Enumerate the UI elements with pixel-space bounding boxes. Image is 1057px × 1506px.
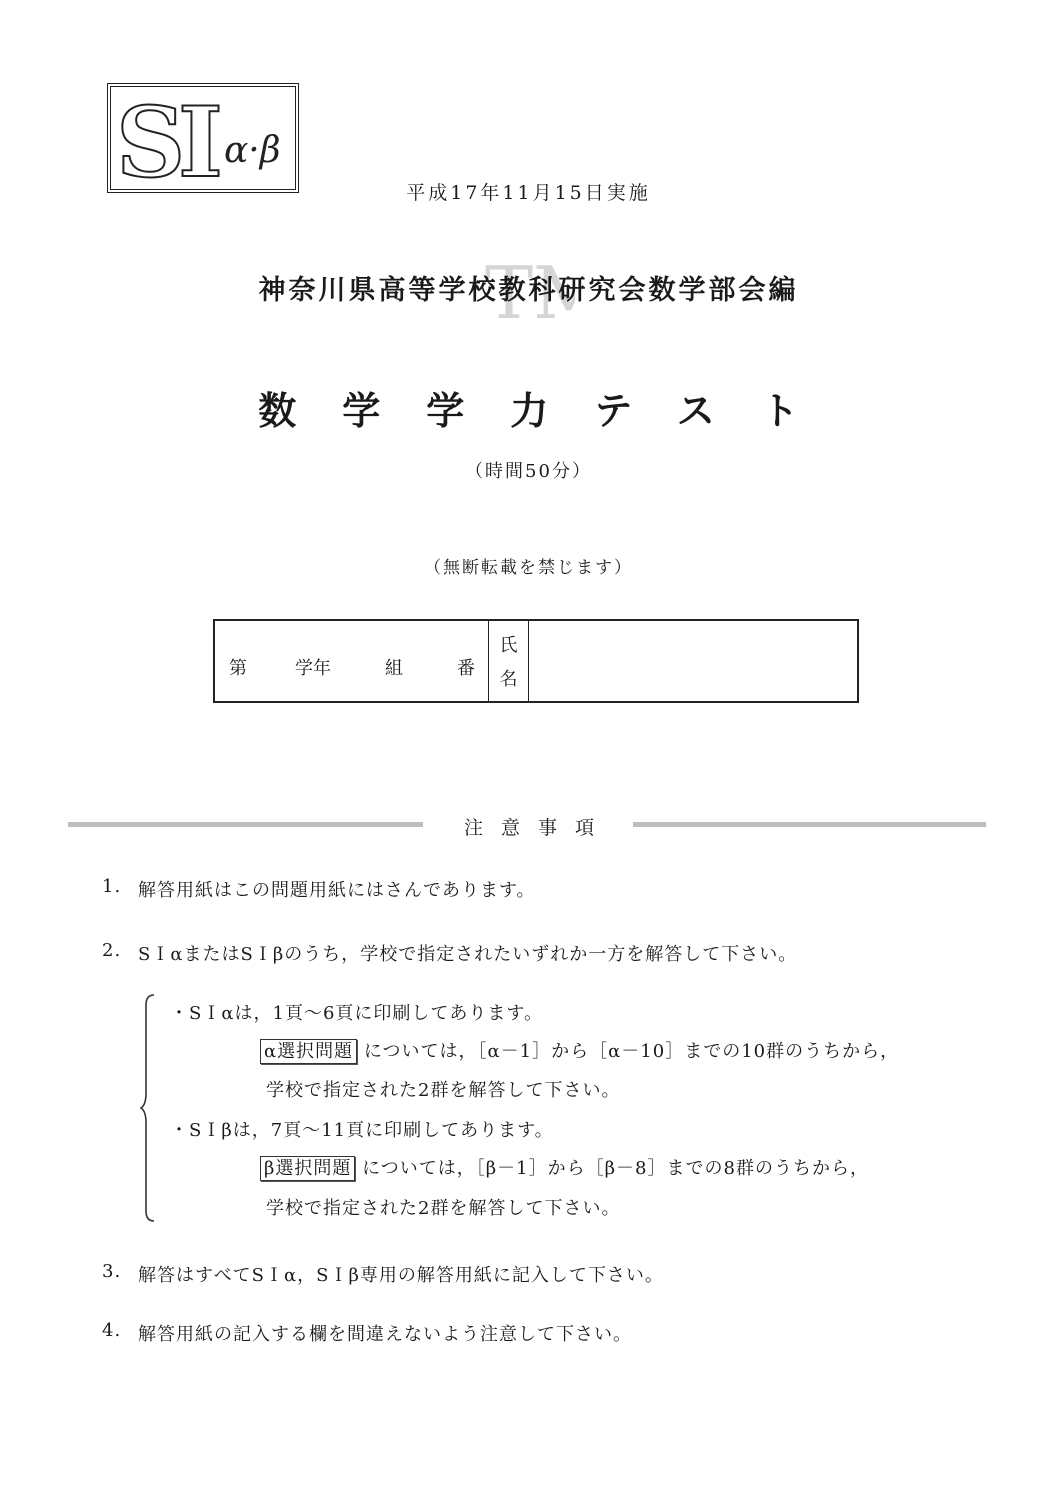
logo-letter-s: S xyxy=(116,86,186,192)
note-item-3 xyxy=(102,1261,1002,1287)
time-limit: （時間50分） xyxy=(465,461,592,482)
name-label xyxy=(489,621,529,701)
header-rule-right xyxy=(633,822,986,827)
alpha-instruction-text: については，［α－1］から［α－10］までの10群のうちから， xyxy=(363,1041,900,1062)
exam-date: 平成17年11月15日実施 xyxy=(406,182,651,204)
label-dai: 第 xyxy=(229,658,247,679)
name-field[interactable] xyxy=(529,621,857,701)
note-number: 4. xyxy=(102,1320,122,1341)
note-number: 1. xyxy=(102,876,122,897)
class-number-field[interactable] xyxy=(215,621,489,701)
editor-organization: 神奈川県高等学校教科研究会数学部会編 xyxy=(258,275,799,306)
no-reprint-notice: （無断転載を禁じます） xyxy=(424,558,633,578)
notes-header xyxy=(68,813,986,839)
alpha-answer-line: 学校で指定された2群を解答して下さい。 xyxy=(266,1080,621,1101)
logo-graphic xyxy=(108,84,298,192)
beta-instruction-text: については，［β－1］から［β－8］までの8群のうちから， xyxy=(362,1158,869,1179)
left-brace xyxy=(140,993,160,1223)
alpha-range-line: ・SＩαは，1頁～6頁に印刷してあります。 xyxy=(170,1003,543,1024)
beta-instruction-line xyxy=(260,1154,869,1180)
label-grade: 学年 xyxy=(295,658,331,679)
label-ban: 番 xyxy=(457,658,475,679)
note-text: 解答用紙はこの問題用紙にはさんであります。 xyxy=(138,880,536,901)
label-shi: 氏 xyxy=(499,635,518,656)
note-text: 解答はすべてSＩα，SＩβ専用の解答用紙に記入して下さい。 xyxy=(138,1265,664,1286)
beta-range-line: ・SＩβは，7頁～11頁に印刷してあります。 xyxy=(170,1120,554,1141)
note-text: 解答用紙の記入する欄を間違えないよう注意して下さい。 xyxy=(138,1324,632,1345)
beta-answer-line: 学校で指定された2群を解答して下さい。 xyxy=(266,1198,621,1219)
logo-alpha-beta: α·β xyxy=(224,130,281,171)
alpha-selection-label: α選択問題 xyxy=(260,1039,357,1064)
student-info-box xyxy=(213,619,859,703)
note-item-4 xyxy=(102,1320,1002,1346)
note-item-2 xyxy=(102,940,1002,966)
label-mei: 名 xyxy=(499,669,518,690)
alpha-instruction-line xyxy=(260,1037,899,1063)
note-text: SＩαまたはSＩβのうち，学校で指定されたいずれか一方を解答して下さい。 xyxy=(138,944,798,965)
note-number: 3. xyxy=(102,1261,122,1282)
header-rule-left xyxy=(68,822,423,827)
beta-selection-label: β選択問題 xyxy=(260,1156,355,1181)
page-title: 数学学力テスト xyxy=(258,388,845,433)
notes-title: 注意事項 xyxy=(463,817,612,839)
logo xyxy=(107,83,299,193)
label-kumi: 組 xyxy=(385,658,403,679)
svg-text:TMΦ: TM xyxy=(485,251,575,328)
logo-letter-i: I xyxy=(178,86,223,192)
note-item-1 xyxy=(102,876,1002,902)
note-number: 2. xyxy=(102,940,122,961)
